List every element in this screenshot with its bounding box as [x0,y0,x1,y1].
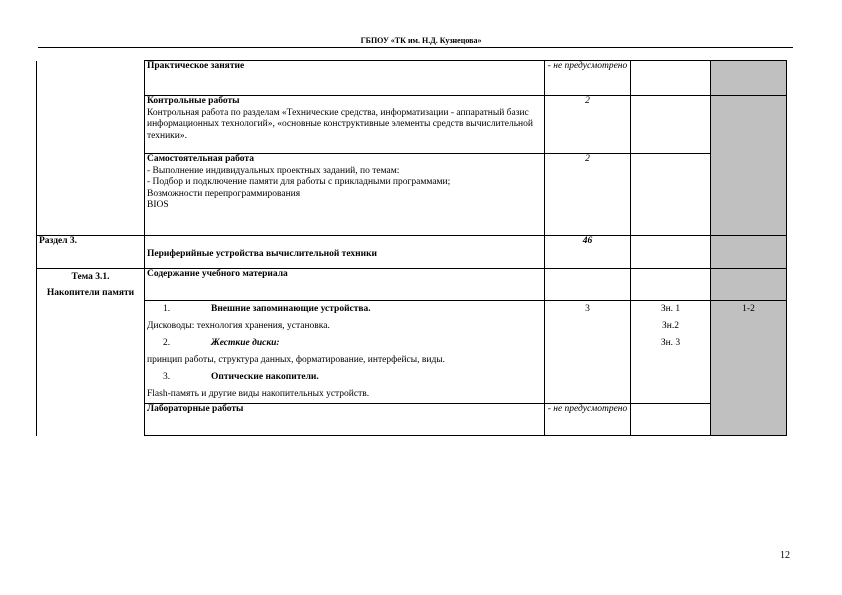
knowledge-item: Зн.2 [662,321,679,331]
selfwork-line: BIOS [147,200,169,210]
list-item: 2. Жесткие диски: [163,338,280,348]
empty-cell [631,61,711,96]
topic-name: Накопители памяти [46,288,135,298]
table-row [37,154,787,236]
selfwork-line: - Подбор и подключение памяти для работы с прикладными программами; [147,177,451,187]
table-row [37,404,787,436]
gray-cell [711,96,787,236]
table-row [37,269,787,301]
control-text: Контрольная работа по разделам «Технические средства, информатизации - аппаратный базис информационных технологий», «основные конструктивные элементы средств вычислительной техники». [147,107,533,141]
empty-cell [631,96,711,154]
table-row [37,96,787,154]
control-title: Контрольные работы [147,96,240,106]
table-row [37,301,787,404]
list-item: 1. Внешние запоминающие устройства. [163,304,371,314]
gray-cell [711,269,787,301]
page-number: 12 [780,550,790,561]
empty-cell [37,154,145,236]
knowledge-item: Зн. 3 [660,338,681,348]
header-rule [38,47,793,48]
selfwork-line: Возможности перепрограммирования [147,188,301,199]
gray-cell [711,61,787,96]
section-label: Раздел 3. [37,236,145,269]
empty-cell [37,96,145,154]
empty-cell [631,236,711,269]
selfwork-cell [145,154,545,236]
practice-title: Практическое занятие [145,61,545,96]
selfwork-hours: 2 [545,154,631,236]
section-hours: 46 [545,236,631,269]
knowledge-item: Зн. 1 [660,304,681,314]
empty-cell [37,61,145,96]
practice-hours: - не предусмотрено [545,61,631,96]
list-item: 3. Оптические накопители. [163,372,319,382]
section-title: Периферийные устройства вычислительной техники [145,236,545,269]
table-row [37,61,787,96]
selfwork-line: - Выполнение индивидуальных проектных заданий, по темам: [147,165,400,176]
empty-cell [631,404,711,436]
topic-label: Тема 3.1. [71,272,110,282]
control-cell [145,96,545,154]
topic-label-cell [37,269,145,436]
empty-cell [545,269,631,301]
gray-cell [711,236,787,269]
empty-cell [631,154,711,236]
list-item-desc: принцип работы, структура данных, форматирование, интерфейсы, виды. [147,355,446,365]
document-header: ГБПОУ «ТК им. Н.Д. Кузнецова» [360,36,482,45]
lab-hours: - не предусмотрено [545,404,631,436]
selfwork-title: Самостоятельная работа [147,154,254,164]
items-cell [145,301,545,404]
empty-cell [631,269,711,301]
curriculum-table [36,60,787,436]
list-item-desc: Дисководы: технология хранения, установка. [147,321,330,331]
content-title: Содержание учебного материала [145,269,545,301]
knowledge-cell [631,301,711,404]
items-hours: 3 [545,301,631,404]
table-row [37,236,787,269]
list-item-desc: Flash-память и другие виды накопительных устройств. [147,389,370,399]
level-cell: 1-2 [711,301,787,436]
control-hours: 2 [545,96,631,154]
lab-title: Лабораторные работы [145,404,545,436]
